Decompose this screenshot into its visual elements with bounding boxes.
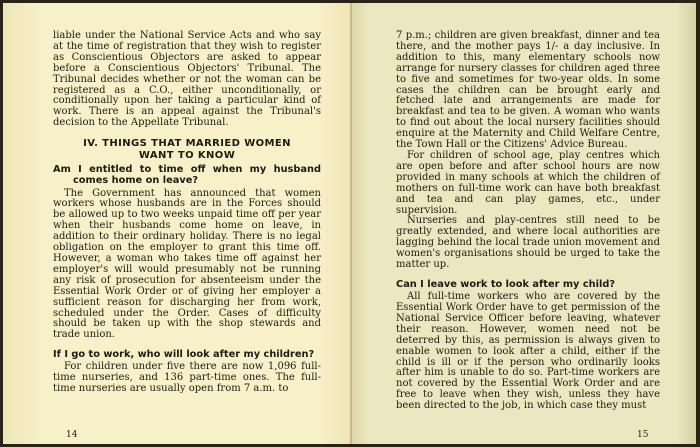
section-heading-line2: WANT TO KNOW	[138, 149, 236, 161]
book-spread	[0, 3, 700, 444]
left-page	[3, 3, 352, 444]
section-heading	[53, 138, 321, 161]
left-page-text	[53, 31, 321, 395]
paragraph-play-centres: For children of school age, play centres which are open before and after school hours are now provided in many schools at which the children of mothers on full-time work can have both breakfast and tea and can play games, etc., under supervision.	[396, 149, 660, 216]
question-leave-work: Can I leave work to look after my child?	[396, 278, 616, 290]
paragraph-conscientious-objectors: liable under the National Service Acts and who say at the time of registration that they wish to register as Conscientious Objectors are asked to appear before a Conscientious Objectors' Tribunal. The Tribunal decides whether or not the woman can be registered as a C.O., either unconditionally, or conditionally upon her taking a particular kind of work. There is an appeal against the Tribunal's decision to the Appellate Tribunal.	[53, 30, 321, 129]
right-page	[352, 3, 696, 444]
right-page-text	[396, 31, 660, 412]
question-children-care: If I go to work, who will look after my children?	[53, 349, 315, 361]
page-number-left: 14	[66, 430, 78, 440]
section-heading-line1: IV. THINGS THAT MARRIED WOMEN	[83, 138, 291, 150]
page-number-right: 15	[637, 430, 649, 440]
answer-leave-work: All full-time workers who are covered by the Essential Work Order have to get permission of the National Service Officer before leaving, whatever their reason. However, women need not be deterred by this, as permission is always given to enable women to look after a child, either if the child is ill or if the person who ordinarily looks after him is unable to do so. Part-time workers are not covered by the Essential Work Order and are free to leave when they wish, unless they have been directed to the job, in which case they must	[396, 291, 660, 412]
answer-time-off: The Government has announced that women workers whose husbands are in the Forces should be allowed up to two weeks unpaid time off per year when their husbands come home on leave, in addition to their ordinary holiday. There is no legal obligation on the employer to grant this time off. However, a woman who takes time off against her employer's will would presumably not be running any risk of prosecution for absenteeism under the Essential Work Order or of giving her employer a sufficient reason for discharging her from work, scheduled under the Order. Cases of difficulty should be taken up with the shop stewards and trade union.	[53, 187, 321, 341]
paragraph-nursery-hours: 7 p.m.; children are given breakfast, dinner and tea there, and the mother pays 1/- a day inclusive. In addition to this, many elementary schools now arrange for nursery classes for children aged three to five and sometimes for two-year olds. In some cases the children can be brought early and fetched late and arrangements are made for breakfast and tea to be given. A woman who wants to find out about the local nursery facilities should enquire at the Maternity and Child Welfare Centre, the Town Hall or the Citizens' Advice Bureau.	[396, 30, 660, 151]
answer-children-care: For children under five there are now 1,096 full-time nurseries, and 136 part-time ones. The full-time nurseries are usually open from 7 a.m. to	[53, 361, 321, 395]
question-time-off: Am I entitled to time off when my husband comes home on leave?	[53, 164, 321, 187]
paragraph-extension: Nurseries and play-centres still need to be greatly extended, and where local authorities are lagging behind the local trade union movement and women's organisations should be urged to take the matter up.	[396, 215, 660, 271]
